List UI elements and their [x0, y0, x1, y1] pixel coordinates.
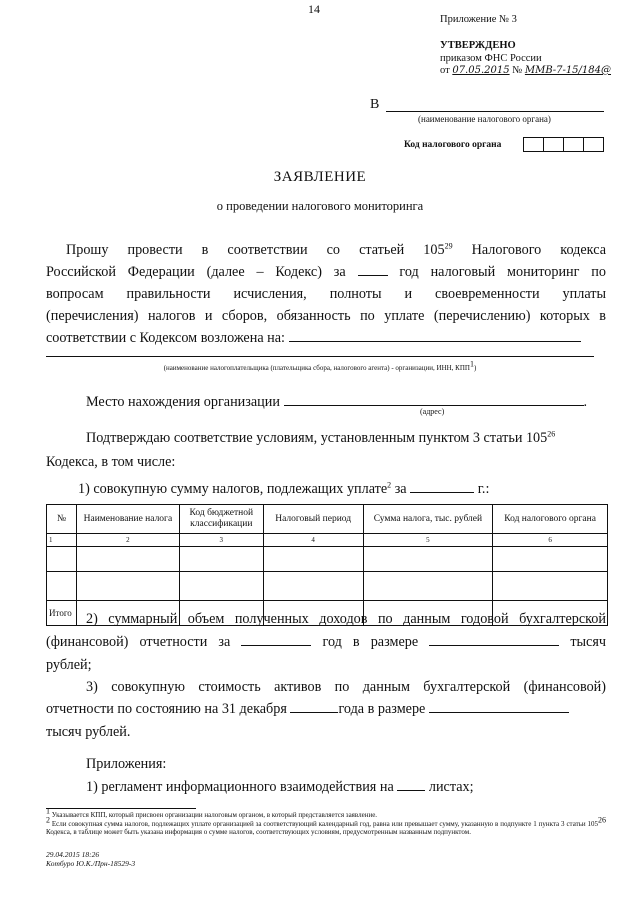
- tax-org-field-line: [386, 111, 604, 112]
- table-cell: [179, 547, 263, 572]
- table-cell: [363, 572, 493, 601]
- address-hint: (адрес): [420, 407, 445, 416]
- item-text: 1) совокупную сумму налогов, подлежащих уплате: [78, 481, 388, 497]
- table-cell: [493, 547, 608, 572]
- page-number: 14: [308, 2, 320, 16]
- footnote-sup: 2: [387, 480, 392, 490]
- footnote-text: Кодекса, в таблице может быть указана информация о сумме налогов, соответствующих условиям, предусмотренным названным подпунктом.: [46, 828, 471, 837]
- order-date-number: [440, 65, 611, 76]
- column-number: 1: [47, 534, 77, 547]
- article-sup: 26: [598, 815, 607, 825]
- tax-org-code-label: Код налогового органа: [404, 140, 502, 150]
- footnote-separator: [46, 808, 196, 809]
- request-line-4: (перечисления) налогов и сборов, обязанность по уплате (перечислению) которых в: [46, 308, 606, 324]
- header-cell: №: [47, 505, 77, 534]
- table-cell: [47, 572, 77, 601]
- item-text: год в размере: [322, 634, 419, 650]
- item-3-line-3: тысяч рублей.: [46, 724, 131, 740]
- address-blank: [284, 405, 584, 406]
- document-title: ЗАЯВЛЕНИЕ: [273, 169, 367, 185]
- footnote-sup: 2: [46, 815, 50, 825]
- table-row: [47, 572, 608, 601]
- header-cell: Наименование налога: [76, 505, 179, 534]
- order-date: 07.05.2015: [452, 65, 510, 76]
- table-row: [47, 547, 608, 572]
- document-subtitle: о проведении налогового мониторинга: [216, 199, 424, 213]
- header-cell: Налоговый период: [263, 505, 363, 534]
- table-header-row: [47, 505, 608, 534]
- taxpayer-hint: [0, 359, 640, 372]
- column-number: 3: [179, 534, 263, 547]
- approved-label: УТВЕРЖДЕНО: [440, 40, 516, 51]
- footnote-sup: 1: [46, 806, 50, 816]
- table-cell: [493, 572, 608, 601]
- footnote-1: [46, 806, 606, 820]
- confirm-line-1: [86, 428, 608, 450]
- column-number-row: [47, 534, 608, 547]
- item-2-line-3: рублей;: [46, 657, 92, 673]
- tax-org-hint: (наименование налогового органа): [418, 114, 551, 124]
- request-text: Российской Федерации (далее – Кодекс) за: [46, 264, 346, 280]
- hint-text: ): [473, 364, 477, 372]
- table-cell: [76, 572, 179, 601]
- item-2-line-1: 2) суммарный объем полученных доходов по данным годовой бухгалтерской: [86, 611, 606, 627]
- header-cell: Код налогового органа: [493, 505, 608, 534]
- year-blank: [290, 712, 338, 713]
- year-blank: [358, 275, 388, 276]
- column-number: 5: [363, 534, 493, 547]
- code-cell: [543, 137, 564, 152]
- request-line-2: [46, 262, 606, 284]
- item-text: г.:: [477, 481, 490, 497]
- code-cell: [523, 137, 544, 152]
- code-cell: [563, 137, 584, 152]
- item-text: листах;: [428, 779, 474, 795]
- article-sup: 29: [444, 241, 453, 251]
- item-1-line: [78, 479, 606, 501]
- header-cell: Сумма налога, тыс. рублей: [363, 505, 493, 534]
- stamp-author: Котбуро Ю.К./Прн-18529-3: [46, 859, 136, 868]
- hint-text: (наименование налогоплательщика (плательщика сбора, налогового агента) - организации, ИНН, КПП: [163, 364, 470, 372]
- tax-table: [46, 504, 608, 626]
- period-blank: [410, 492, 474, 493]
- request-line-1: [46, 240, 606, 262]
- article-sup: 26: [547, 429, 556, 439]
- order-prefix: от: [440, 65, 450, 76]
- request-text: Прошу провести в соответствии со статьей 105: [66, 242, 445, 258]
- table-cell: [363, 547, 493, 572]
- code-cell: [583, 137, 604, 152]
- request-text: год налоговый мониторинг по: [399, 264, 606, 280]
- sheets-blank: [397, 790, 425, 791]
- request-text: Налогового кодекса: [471, 242, 606, 258]
- table-cell: [263, 572, 363, 601]
- attachment-item-1: [86, 777, 606, 799]
- header-cell: Код бюджетной классификации: [179, 505, 263, 534]
- item-text: отчетности по состоянию на 31 декабря: [46, 701, 287, 717]
- footnote-sup: 1: [469, 359, 474, 369]
- order-label: приказом ФНС России: [440, 53, 542, 64]
- amount-blank: [429, 645, 559, 646]
- item-text: за: [394, 481, 407, 497]
- addressee-prefix: В: [370, 97, 380, 112]
- table-cell: [179, 572, 263, 601]
- taxpayer-field-line: [46, 356, 594, 357]
- confirm-text: Подтверждаю соответствие условиям, установленным пунктом 3 статьи 105: [86, 430, 548, 446]
- item-3-line-1: 3) совокупную стоимость активов по данным бухгалтерской (финансовой): [86, 679, 606, 695]
- footnote-text: Указывается КПП, который присвоен организации налоговым органом, в который представляется заявление.: [51, 811, 378, 819]
- print-stamp: [46, 850, 135, 868]
- request-line-3: вопросам правильности исчисления, полноты и своевременности уплаты: [46, 286, 606, 302]
- footnotes: [46, 806, 607, 837]
- order-number: ММВ-7-15/184@: [524, 65, 612, 76]
- item-3-line-2: [46, 699, 606, 721]
- item-text: года в размере: [338, 701, 426, 717]
- appendix-label: Приложение № 3: [440, 14, 517, 25]
- location-label: Место нахождения организации: [86, 394, 280, 410]
- year-blank: [241, 645, 311, 646]
- stamp-date: 29.04.2015 18:26: [46, 850, 100, 859]
- table-cell: [47, 547, 77, 572]
- location-line: Место нахождения организации .: [86, 394, 588, 410]
- table-cell: [76, 547, 179, 572]
- taxpayer-blank: [289, 341, 581, 342]
- item-text: тысяч: [570, 634, 607, 650]
- item-2-line-2: [46, 632, 606, 654]
- order-number-prefix: №: [512, 65, 523, 76]
- item-text: (финансовой) отчетности за: [46, 634, 231, 650]
- column-number: 4: [263, 534, 363, 547]
- item-text: 1) регламент информационного взаимодействия на: [86, 779, 394, 795]
- column-number: 2: [76, 534, 179, 547]
- column-number: 6: [493, 534, 608, 547]
- table-cell: [263, 547, 363, 572]
- footnote-text: Если совокупная сумма налогов, подлежащих уплате организацией за соответствующий календарный год, равна или превышает сумму, указанную в подпункте 1 пункта 3 статьи 105: [51, 819, 599, 828]
- total-label: Итого: [47, 601, 77, 626]
- tax-org-code-cells: [524, 137, 604, 152]
- amount-blank: [429, 712, 569, 713]
- attachments-title: Приложения:: [86, 756, 167, 772]
- confirm-line-2: Кодекса, в том числе:: [46, 454, 176, 470]
- request-line-5: [46, 328, 606, 350]
- request-text: соответствии с Кодексом возложена на:: [46, 330, 285, 346]
